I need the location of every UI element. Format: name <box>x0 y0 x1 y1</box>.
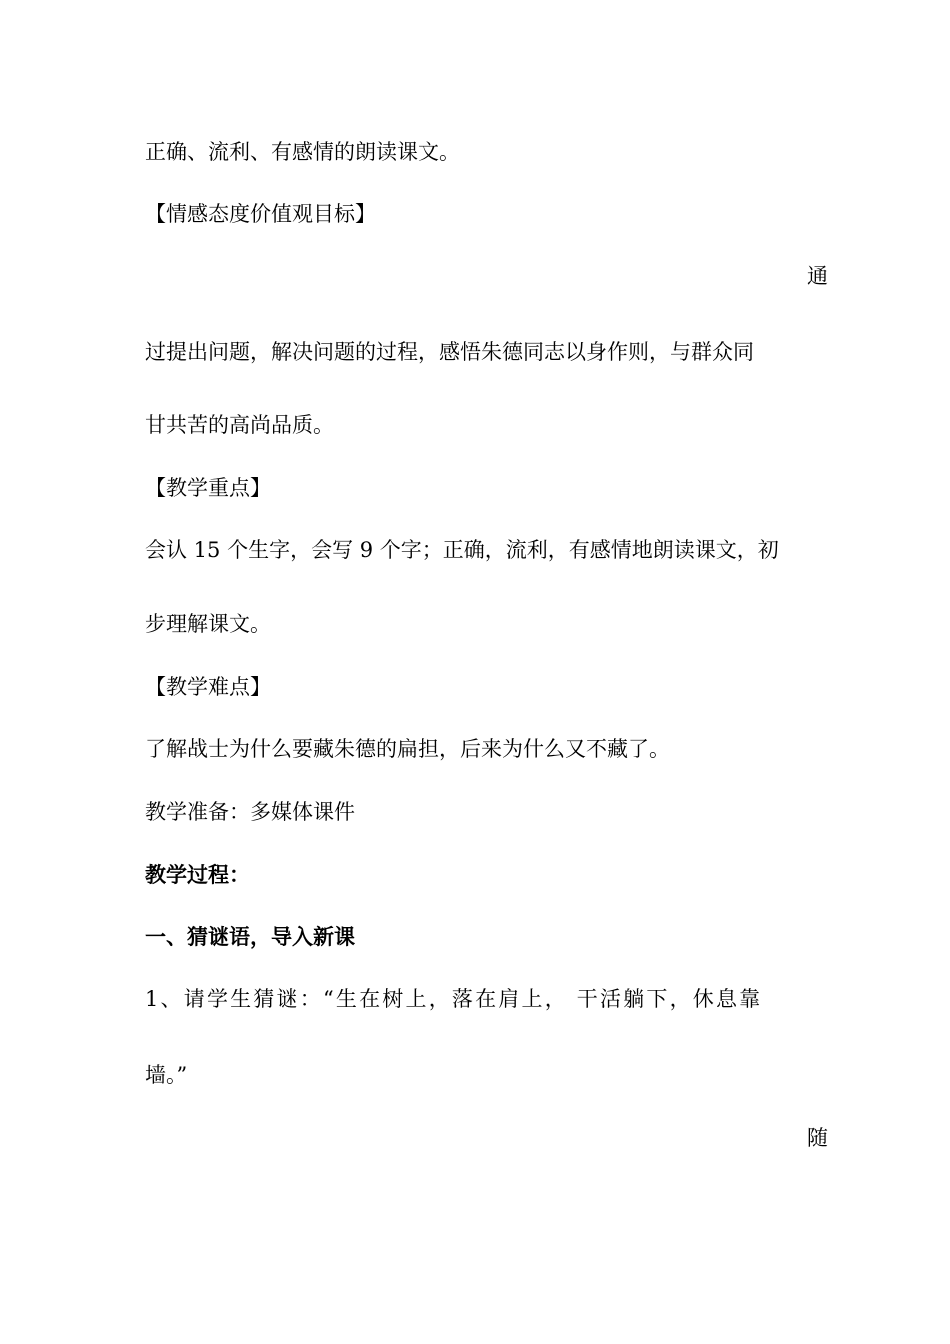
item-1-line-2: 墙。” <box>145 1063 188 1087</box>
section-1-title: 一、猜谜语，导入新课 <box>145 924 355 949</box>
paragraph-key-points-line-2: 步理解课文。 <box>145 612 271 636</box>
heading-emotion-goal: 【情感态度价值观目标】 <box>145 202 376 226</box>
item-1-line-1: 1、请学生猜谜：“生在树上，落在肩上， 干活躺下，休息靠 <box>145 987 763 1011</box>
paragraph-emotion-start: 通 <box>807 264 828 288</box>
paragraph-difficult-points: 了解战士为什么要藏朱德的扁担，后来为什么又不藏了。 <box>145 737 670 761</box>
heading-difficult-points: 【教学难点】 <box>145 675 271 699</box>
paragraph-key-points-line-1: 会认 15 个生字，会写 9 个字；正确，流利，有感情地朗读课文，初 <box>145 538 779 562</box>
item-1-continuation: 随 <box>807 1126 828 1150</box>
paragraph-emotion-line-1: 过提出问题，解决问题的过程，感悟朱德同志以身作则，与群众同 <box>145 340 754 364</box>
paragraph-emotion-line-2: 甘共苦的高尚品质。 <box>145 413 334 437</box>
paragraph-reading-goal: 正确、流利、有感情的朗读课文。 <box>145 140 460 164</box>
teaching-process-title: 教学过程： <box>145 862 250 887</box>
teaching-preparation: 教学准备：多媒体课件 <box>145 800 355 824</box>
heading-key-points: 【教学重点】 <box>145 476 271 500</box>
